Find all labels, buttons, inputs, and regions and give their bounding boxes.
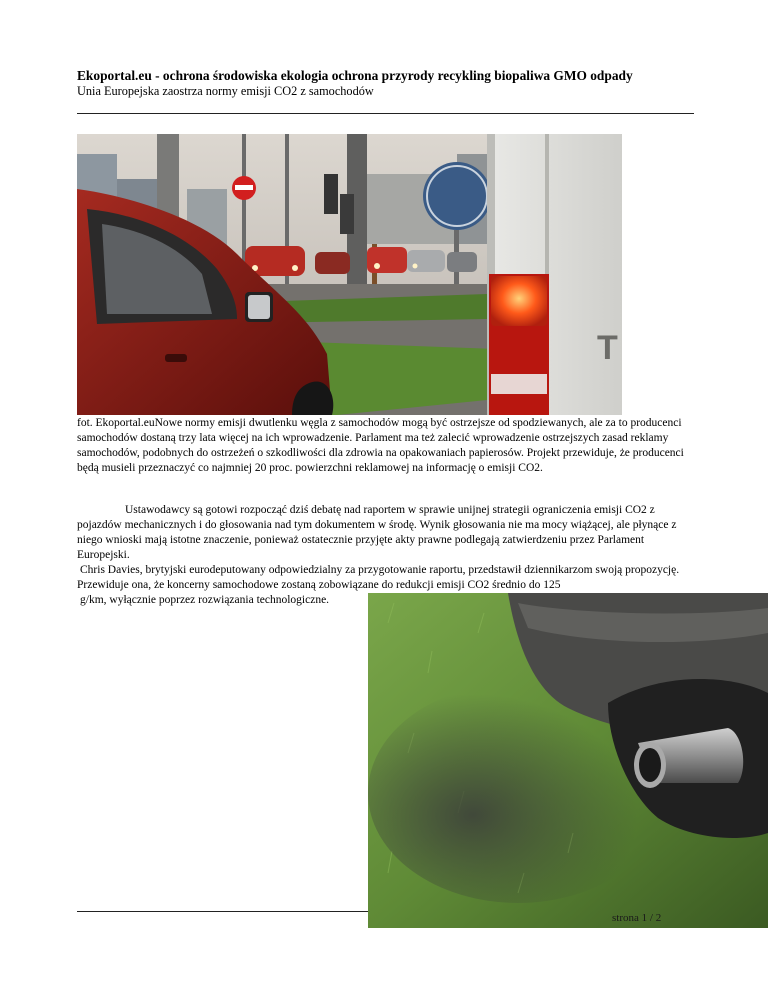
page-number: strona 1 / 2 (612, 912, 662, 924)
article-title: Unia Europejska zaostrza normy emisji CO2 z samochodów (77, 84, 374, 98)
article-paragraph-2-part-a: Chris Davies, brytyjski eurodeputowany odpowiedzialny za przygotowanie raportu, przedstawił dziennikarzom swoją propozycję. Przewiduje ona, że koncerny samochodowe zostaną zobowiązane do redukcji emisji CO2 średnio do 125 (77, 564, 680, 591)
svg-text:T: T (597, 329, 618, 367)
article-paragraph-2-part-b: g/km, wyłącznie poprzez rozwiązania technologiczne. (80, 594, 330, 606)
exhaust-pipe-photo (368, 593, 768, 928)
article-lead: fot. Ekoportal.euNowe normy emisji dwutlenku węgla z samochodów mogą być ostrzejsze od spodziewanych, ale za to producenci samochodów dostaną trzy lata więcej na ich wprowadzenie. Parlament ma też zalecić wprowadzenie ostrzejszych zasad reklamy samochodów, podobnych do ostrzeżeń o szkodliwości dla zdrowia na opakowaniach papierosów. Projekt przewiduje, że producenci będą musieli przeznaczyć co najmniej 20 proc. powierzchni reklamowej na informację o emisji CO2. (77, 417, 684, 474)
street-traffic-photo (77, 134, 622, 415)
header-divider (77, 113, 694, 114)
site-title: Ekoportal.eu - ochrona środowiska ekologia ochrona przyrody recykling biopaliwa GMO odpady (77, 68, 633, 83)
article-paragraph-1: Ustawodawcy są gotowi rozpocząć dziś debatę nad raportem w sprawie unijnej strategii ograniczenia emisji CO2 z pojazdów mechanicznych i do głosowania nad tym dokumentem w środę. Wynik głosowania nie ma mocy wiążącej, ale płynące z niego wnioski mają istotne znaczenie, ponieważ ostatecznie przyjęte akty prawne podlegają zatwierdzeniu przez Parlament Europejski. (77, 504, 677, 561)
